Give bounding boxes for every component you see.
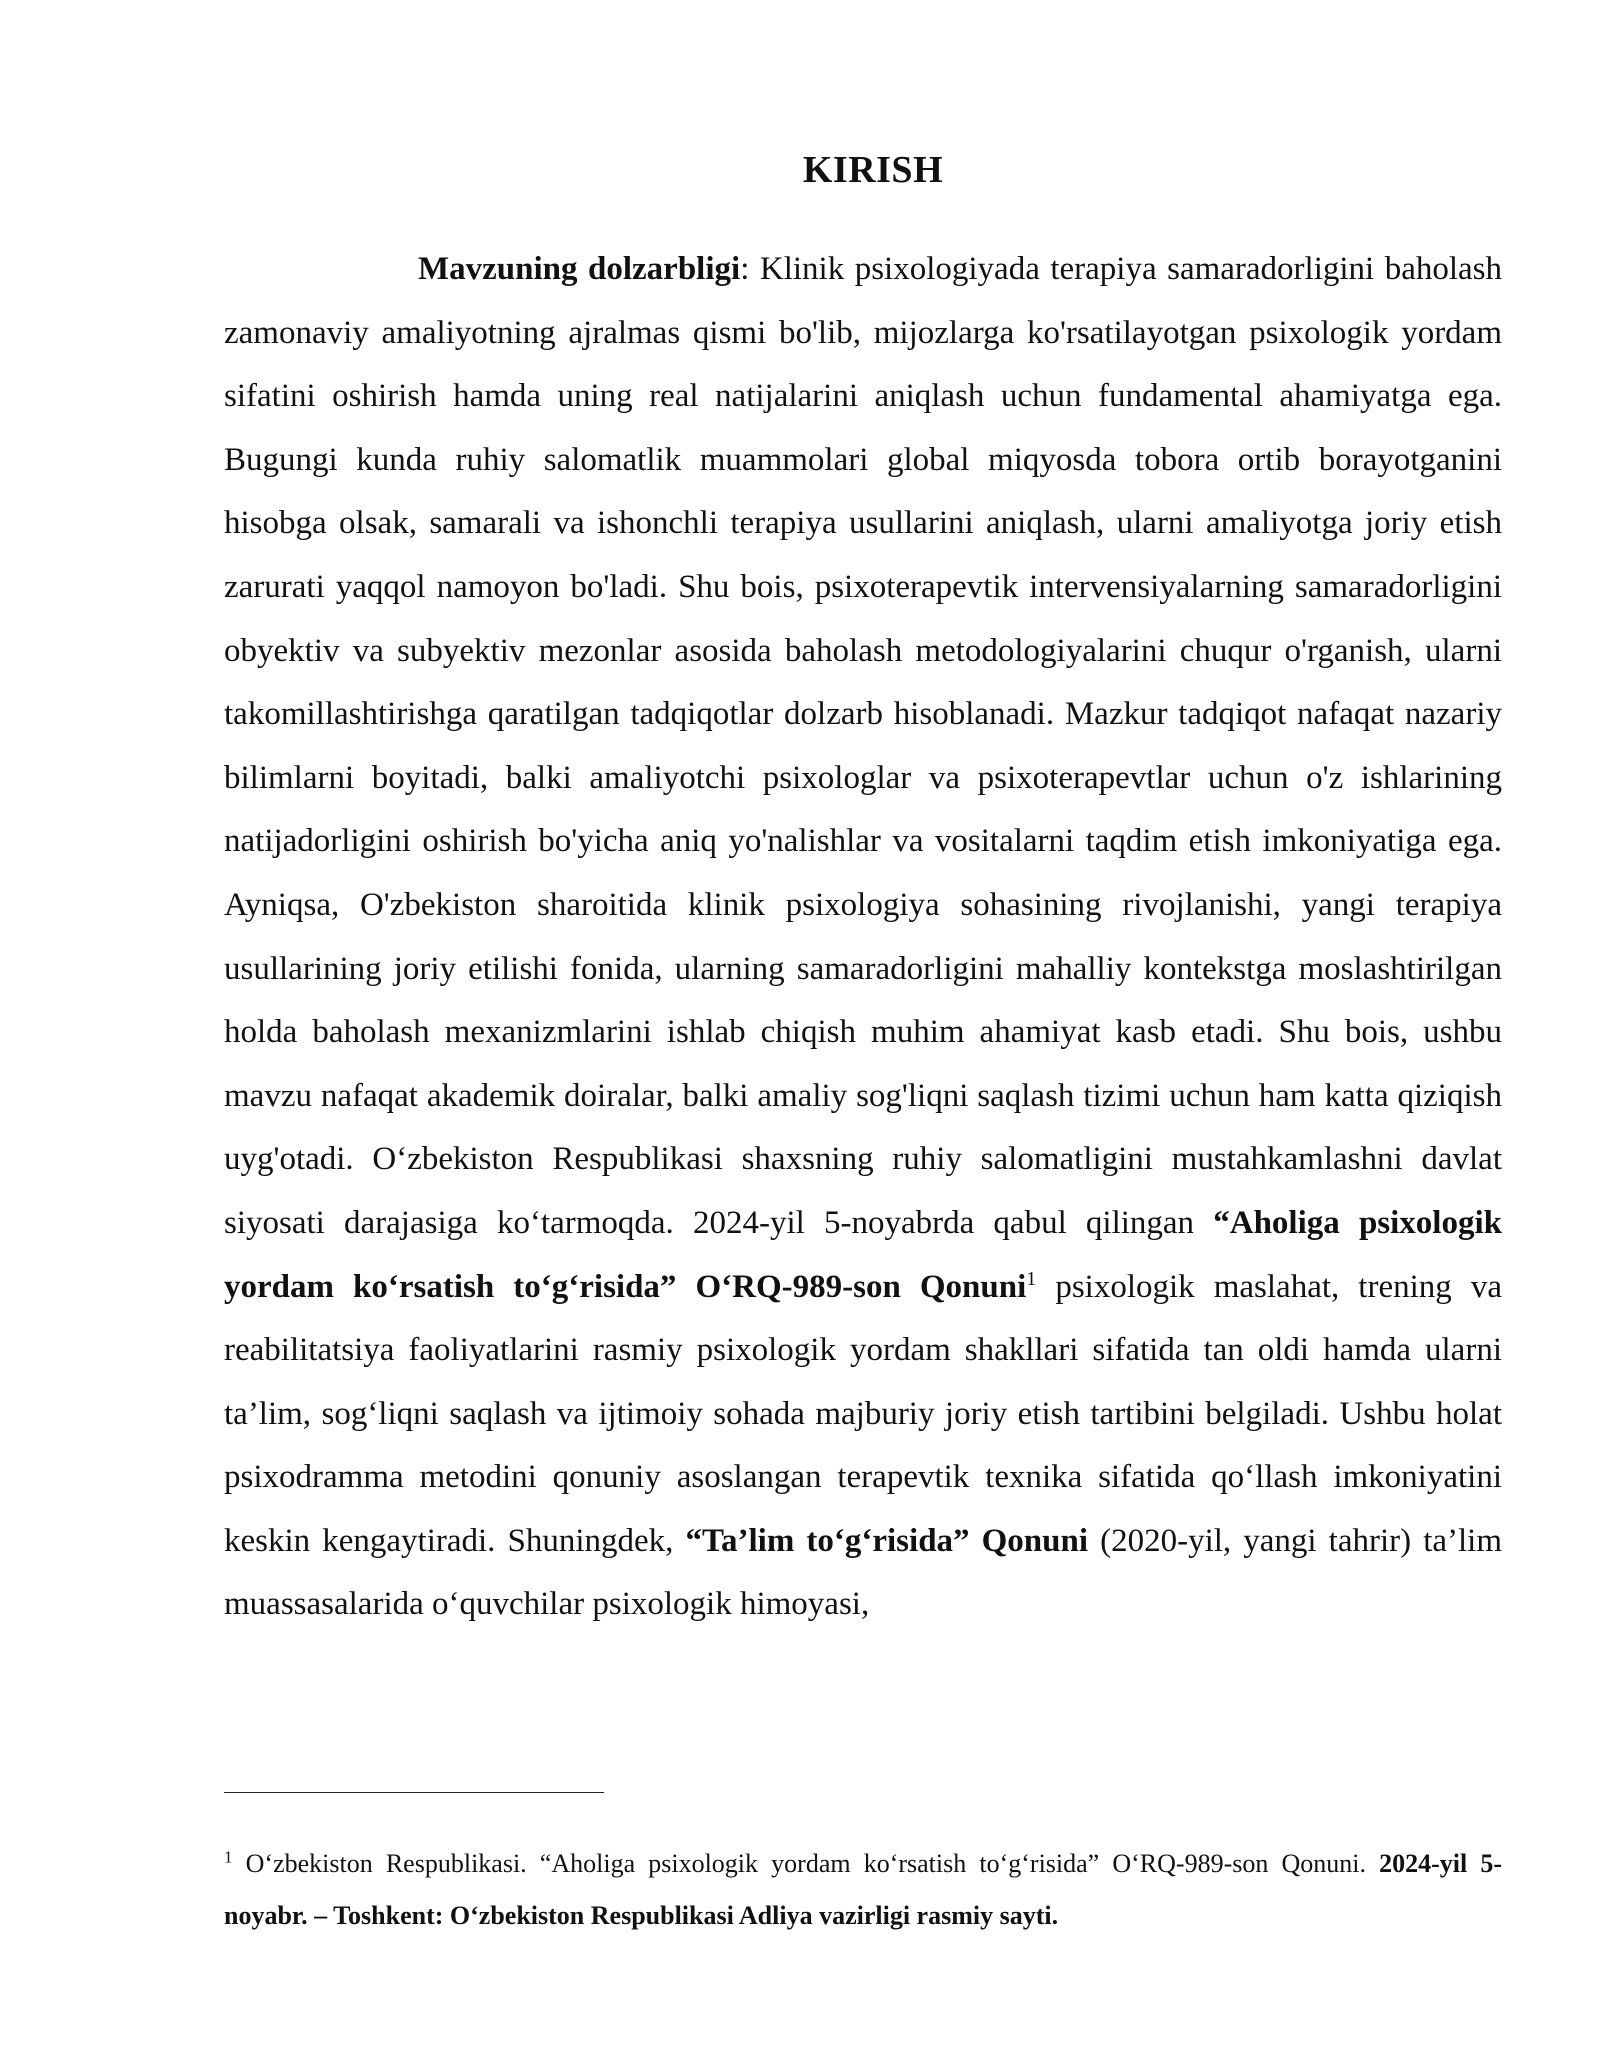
footnote: [224, 1838, 1502, 1942]
paragraph-text-3: (2020-yil, yangi tahrir) ta’lim muassasalarida o‘quvchilar psixologik himoyasi,: [224, 1522, 1503, 1623]
footnote-separator: [224, 1792, 604, 1793]
paragraph-text-1: : Klinik psixologiyada terapiya samaradorligini baholash zamonaviy amaliyotning ajralmas qismi bo'lib, mijozlarga ko'rsatilayotgan psixologik yordam sifatini oshirish hamda uning real natijalarini aniqlash uchun fundamental ahamiyatga ega. Bugungi kunda ruhiy salomatlik muammolari global miqyosda tobora ortib borayotganini hisobga olsak, samarali va ishonchli terapiya usullarini aniqlash, ularni amaliyotga joriy etish zarurati yaqqol namoyon bo'ladi. Shu bois, psixoterapevtik intervensiyalarning samaradorligini obyektiv va subyektiv mezonlar asosida baholash metodologiyalarini chuqur o'rganish, ularni takomillashtirishga qaratilgan tadqiqotlar dolzarb hisoblanadi. Mazkur tadqiqot nafaqat nazariy bilimlarni boyitadi, balki amaliyotchi psixologlar va psixoterapevtlar uchun o'z ishlarining natijadorligini oshirish bo'yicha aniq yo'nalishlar va vositalarni taqdim etish imkoniyatiga ega. Ayniqsa, O'zbekiston sharoitida klinik psixologiya sohasining rivojlanishi, yangi terapiya usullarining joriy etilishi fonida, ularning samaradorligini mahalliy kontekstga moslashtirilgan holda baholash mexanizmlarini ishlab chiqish muhim ahamiyat kasb etadi. Shu bois, ushbu mavzu nafaqat akademik doiralar, balki amaliy sog'liqni saqlash tizimi uchun ham katta qiziqish uyg'otadi. O‘zbekiston Respublikasi shaxsning ruhiy salomatligini mustahkamlashni davlat siyosati darajasiga ko‘tarmoqda. 2024-yil 5-noyabrda qabul qilingan: [224, 251, 1502, 1241]
footnote-number: 1: [224, 1847, 233, 1867]
footnote-source-bold: 2024-yil 5-noyabr. – Toshkent: O‘zbekiston Respublikasi Adliya vazirligi rasmiy sayti.: [224, 1849, 1503, 1930]
page-title: KIRISH: [802, 149, 944, 191]
main-paragraph: [224, 238, 1502, 1637]
paragraph-text-2: psixologik maslahat, trening va reabilitatsiya faoliyatlarini rasmiy psixologik yordam shakllari sifatida tan oldi hamda ularni ta’lim, sog‘liqni saqlash va ijtimoiy sohada majburiy joriy etish tartibini belgiladi. Ushbu holat psixodramma metodini qonuniy asoslangan terapevtik texnika sifatida qo‘llash imkoniyatini keskin kengaytiradi. Shuningdek,: [224, 1268, 1502, 1559]
footnote-reference: 1: [1026, 1267, 1037, 1290]
topic-relevance-label: Mavzuning dolzarbligi: [418, 251, 741, 287]
footnote-text: O‘zbekiston Respublikasi. “Aholiga psixologik yordam ko‘rsatish to‘g‘risida” O‘RQ-989-son Qonuni.: [232, 1849, 1380, 1878]
law-title-psychological-help: “Aholiga psixologik yordam ko‘rsatish to‘g‘risida” O‘RQ-989-son Qonuni: [224, 1204, 1502, 1305]
law-title-education: “Ta’lim to‘g‘risida” Qonuni: [685, 1522, 1089, 1559]
